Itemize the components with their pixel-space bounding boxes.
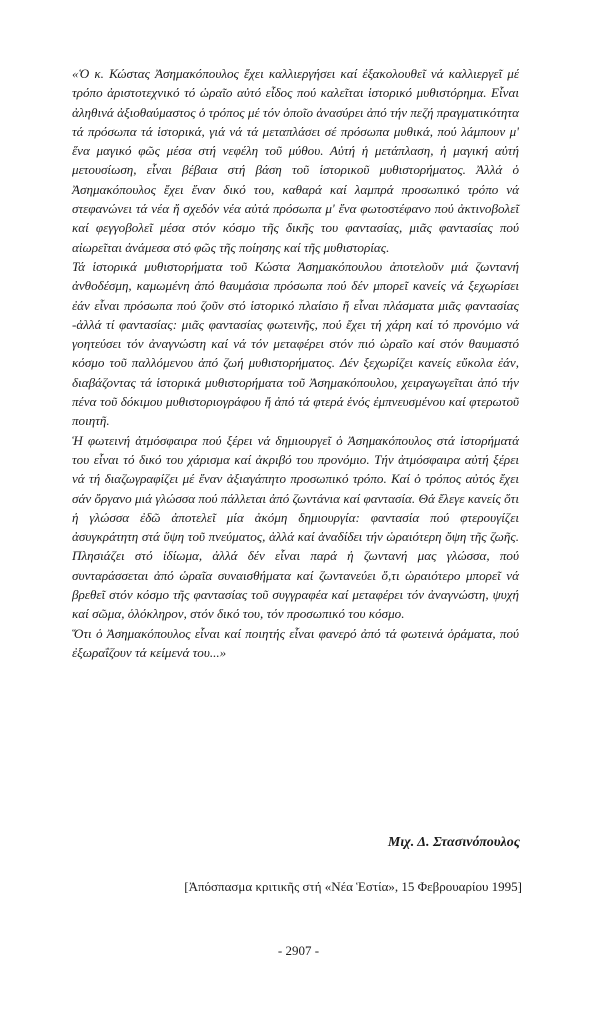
page-number: - 2907 - [277,943,320,958]
quote-paragraph: Τά ἱστορικά μυθιστορήματα τοῦ Κώστα Ἀσημακόπουλου ἀποτελοῦν μιά ζωντανή ἀνθοδέσμη, καμωμένη ἀπό θαυμάσια πρόσωπα πού δέν μπορεῖ κανείς νά ξεχωρίσει ἐάν εἶναι πρόσωπα πού ζοῦν στό ἱστορικό πλαίσιο ἤ εἶναι πλάσματα μιᾶς φαντασίας -ἀλλά τί φαντασίας: μιᾶς φαντασίας φωτεινῆς, πού ἔχει τή χάρη καί τό προνόμιο νά γοητεύσει τόν ἀναγνώστη καί νά τόν μεταφέρει στόν πιό ὡραῖο καί στόν θαυμαστό κόσμο τοῦ παλλόμενου ἀπό ζωή μυθιστορήματος. Δέν ξεχωρίζει κανείς εὔκολα ἐάν, διαβάζοντας τά ἱστορικά μυθιστορήματα τοῦ Ἀσημακόπουλου, χειραγωγεῖται ἀπό τήν πένα τοῦ δόκιμου μυθιστοριογράφου ἤ ἀπό τά φτερά ἑνός ἐμπνευσμένου καί φτερωτοῦ ποιητῆ. [72,258,519,429]
quote-paragraph: «Ὁ κ. Κώστας Ἀσημακόπουλος ἔχει καλλιεργήσει καί ἐξακολουθεῖ νά καλλιεργεῖ μέ τρόπο ἀριστοτεχνικό τό ὡραῖο αὐτό εἶδος πού καλεῖται ἱστορικό μυθιστόρημα. Εἶναι ἀληθινά ἀξιοθαύμαστος ὁ τρόπος μέ τόν ὁποῖο ἀνασύρει ἀπό τήν πεζή πραγματικότητα τά πρόσωπα τά ἱστορικά, γιά νά τά μεταπλάσει σέ πρόσωπα μυθικά, πού λάμπουν μ' ἕνα μαγικό φῶς μέσα στή νεφέλη τοῦ μύθου. Αὐτή ἡ μετάπλαση, ἡ μαγική αὐτή μετουσίωση, εἶναι βέβαια στή βάση τοῦ ἱστορικοῦ μυθιστορήματος. Ἀλλά ὁ Ἀσημακόπουλος ἔχει ἕναν δικό του, καθαρά καί λαμπρά προσωπικό τρόπο νά στεφανώνει τά νέα ἤ σχεδόν νέα αὐτά πρόσωπα μ' ἕνα φωτοστέφανο πού ἀκτινοβολεῖ καί φεγγοβολεῖ μέσα στόν κόσμο τῆς δικῆς του φαντασίας, μιᾶς φαντασίας πού αἰωρεῖται ἀνάμεσα στό φῶς τῆς ποίησης καί τῆς μυθιστορίας. [72,66,519,255]
review-quote [72,64,519,662]
quote-paragraph: Ἡ φωτεινή ἀτμόσφαιρα πού ξέρει νά δημιουργεῖ ὁ Ἀσημακόπουλος στά ἱστορήματά του εἶναι τό δικό του χάρισμα καί ἀκριβό του προνόμιο. Τήν ἀτμόσφαιρα αὐτή ξέρει νά τή διαζωγραφίζει μέ ἕναν ἀξιαγάπητο προσωπικό τρόπο. Καί ὁ τρόπος αὐτός ἔχει σάν ὄργανο μιά γλώσσα πού πάλλεται ἀπό ζωντάνια καί φαντασία. Θά ἔλεγε κανείς ὅτι ἡ γλώσσα ἐδῶ ἀποτελεῖ μία ἀκόμη δημιουργία: φαντασία πού φτερουγίζει ἀσυγκράτητη στά ὕψη τοῦ πνεύματος, ἀλλά καί ἀναδίδει τήν ὡραιότερη ὄψη τῆς ζωῆς. Πλησιάζει στό ἰδίωμα, ἀλλά δέν εἶναι παρά ἡ ζωντανή μας γλώσσα, πού συνταράσσεται ἀπό ὡραῖα συναισθήματα καί ζωντανεύει ὅ,τι ὡραιότερο μπορεῖ νά βρεθεῖ στόν κόσμο τῆς φαντασίας τοῦ συγγραφέα καί μεταφέρει τόν ἀναγνώστη, ψυχή καί σῶμα, ὁλόκληρον, στόν δικό του, τόν προσωπικό του κόσμο. [72,432,519,622]
author-signature: Μιχ. Δ. Στασινόπουλος [387,835,520,850]
quote-paragraph: Ὅτι ὁ Ἀσημακόπουλος εἶναι καί ποιητής εἶναι φανερό ἀπό τά φωτεινά ὁράματα, πού ἐξωραΐζουν τά κείμενά του...» [72,625,519,660]
source-citation: [Ἀπόσπασμα κριτικῆς στή «Νέα Ἑστία», 15 Φεβρουαρίου 1995] [184,879,522,894]
